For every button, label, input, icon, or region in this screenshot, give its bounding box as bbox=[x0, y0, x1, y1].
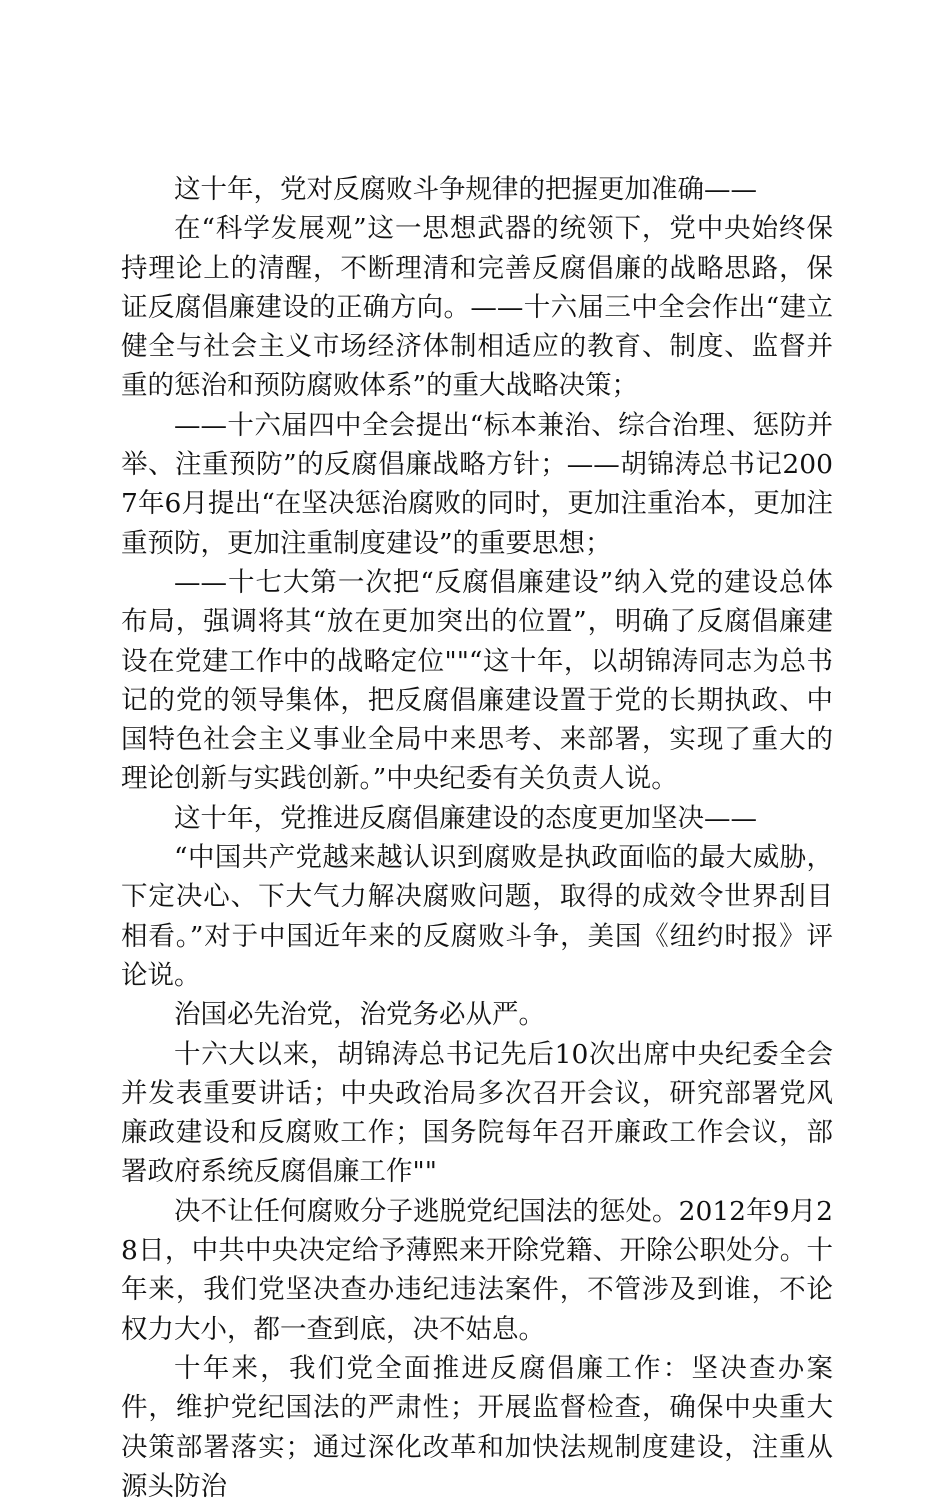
paragraph: ——十六届四中全会提出“标本兼治、综合治理、惩防并举、注重预防”的反腐倡廉战略方针；——胡锦涛总书记2007年6月提出“在坚决惩治腐败的同时，更加注重治本，更加注重预防，更加注重制度建设”的重要思想； bbox=[121, 409, 833, 559]
paragraph: 十年来，我们党全面推进反腐倡廉工作：坚决查办案件，维护党纪国法的严肃性；开展监督检查，确保中央重大决策部署落实；通过深化改革和加快法规制度建设，注重从源头防治 bbox=[121, 1352, 833, 1502]
paragraph: 在“科学发展观”这一思想武器的统领下，党中央始终保持理论上的清醒，不断理清和完善反腐倡廉的战略思路，保证反腐倡廉建设的正确方向。——十六届三中全会作出“建立健全与社会主义市场经济体制相适应的教育、制度、监督并重的惩治和预防腐败体系”的重大战略决策； bbox=[121, 213, 833, 402]
paragraph: 治国必先治党，治党务必从严。 bbox=[174, 999, 545, 1031]
paragraph: 决不让任何腐败分子逃脱党纪国法的惩处。2012年9月28日，中共中央决定给予薄熙来开除党籍、开除公职处分。十年来，我们党坚决查办违纪违法案件，不管涉及到谁，不论权力大小，都一查到底，决不姑息。 bbox=[121, 1195, 833, 1345]
paragraph: 这十年，党对反腐败斗争规律的把握更加准确—— bbox=[174, 174, 757, 205]
paragraph: “中国共产党越来越认识到腐败是执政面临的最大威胁，下定决心、下大气力解决腐败问题，取得的成效令世界刮目相看。”对于中国近年来的反腐败斗争，美国《纽约时报》评论说。 bbox=[121, 842, 833, 991]
paragraph: ——十七大第一次把“反腐倡廉建设”纳入党的建设总体布局，强调将其“放在更加突出的位置”，明确了反腐倡廉建设在党建工作中的战略定位""“这十年，以胡锦涛同志为总书记的党的领导集体，把反腐倡廉建设置于党的长期执政、中国特色社会主义事业全局中来思考、来部署，实现了重大的理论创新与实践创新。”中央纪委有关负责人说。 bbox=[121, 566, 833, 795]
paragraph: 这十年，党推进反腐倡廉建设的态度更加坚决—— bbox=[174, 802, 757, 834]
paragraph: 十六大以来，胡锦涛总书记先后10次出席中央纪委全会并发表重要讲话；中央政治局多次召开会议，研究部署党风廉政建设和反腐败工作；国务院每年召开廉政工作会议，部署政府系统反腐倡廉工作"" bbox=[121, 1038, 833, 1188]
document-body bbox=[121, 170, 833, 1506]
